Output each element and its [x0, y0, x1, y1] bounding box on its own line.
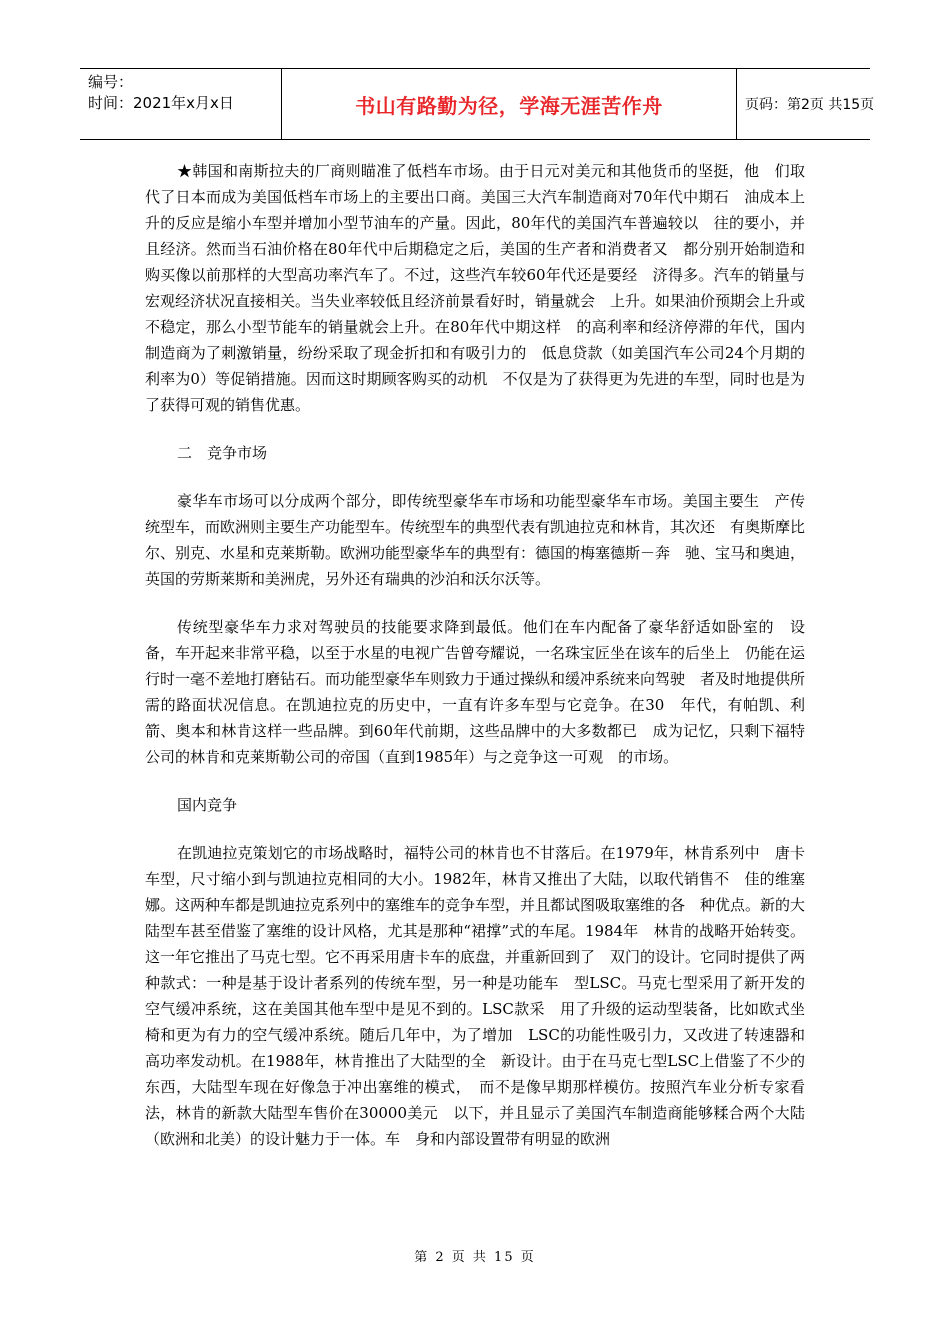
- page-header: [80, 68, 875, 140]
- header-page-label: 页码：第2页 共15页: [745, 97, 875, 113]
- paragraph-lincoln-strategy: 在凯迪拉克策划它的市场战略时，福特公司的林肯也不甘落后。在1979年，林肯系列中 唐卡车型，尺寸缩小到与凯迪拉克相同的大小。1982年，林肯又推出了大陆，以取代销售不 佳的维塞娜。这两种车都是凯迪拉克系列中的塞维车的竞争车型，并且都试图吸取塞维的各 种优点。新的大陆型车甚至借鉴了塞维的设计风格，尤其是那种“裙撑”式的车尾。1984年 林肯的战略开始转变。这一年它推出了马克七型。它不再采用唐卡车的底盘，并重新回到了 双门的设计。它同时提供了两种款式：一种是基于设计者系列的传统车型，另一种是功能车 型LSC。马克七型采用了新开发的空气缓冲系统，这在美国其他车型中是见不到的。LSC款采 用了升级的运动型装备，比如欧式坐椅和更为有力的空气缓冲系统。随后几年中，为了增加 LSC的功能性吸引力，又改进了转速器和高功率发动机。在1988年，林肯推出了大陆型的全 新设计。由于在马克七型LSC上借鉴了不少的东西，大陆型车现在好像急于冲出塞维的模式， 而不是像早期那样模仿。按照汽车业分析专家看法，林肯的新款大陆型车售价在30000美元 以下，并且显示了美国汽车制造商能够糅合两个大陆（欧洲和北美）的设计魅力于一体。车 身和内部设置带有明显的欧洲: [145, 844, 806, 1148]
- section-heading-domestic-competition: 国内竞争: [177, 796, 238, 814]
- section-heading-competitive-market: 二 竞争市场: [177, 444, 268, 462]
- doc-number-label: 编号：: [88, 73, 134, 91]
- page-footer: 第 2 页 共 15 页: [414, 1250, 536, 1265]
- paragraph-luxury-segments: 豪华车市场可以分成两个部分，即传统型豪华车市场和功能型豪华车市场。美国主要生 产传统型车，而欧洲则主要生产功能型车。传统型车的典型代表有凯迪拉克和林肯，其次还 有奥斯摩比尔、别克、水星和克莱斯勒。欧洲功能型豪华车的典型有：德国的梅塞德斯－奔 驰、宝马和奥迪，英国的劳斯莱斯和美洲虎，另外还有瑞典的沙泊和沃尔沃等。: [145, 492, 806, 588]
- document-body: [145, 158, 805, 1152]
- header-meta: [80, 69, 282, 139]
- paragraph-low-end-market: ★韩国和南斯拉夫的厂商则瞄准了低档车市场。由于日元对美元和其他货币的坚挺，他 们取代了日本而成为美国低档车市场上的主要出口商。美国三大汽车制造商对70年代中期石 油成本上升的反应是缩小车型并增加小型节油车的产量。因此，80年代的美国汽车普遍较以 往的要小，并且经济。然而当石油价格在80年代中后期稳定之后，美国的生产者和消费者又 都分别开始制造和购买像以前那样的大型高功率汽车了。不过，这些汽车较60年代还是要经 济得多。汽车的销量与宏观经济状况直接相关。当失业率较低且经济前景看好时，销量就会 上升。如果油价预期会上升或不稳定，那么小型节能车的销量就会上升。在80年代中期这样 的高利率和经济停滞的年代，国内制造商为了刺激销量，纷纷采取了现金折扣和有吸引力的 低息贷款（如美国汽车公司24个月期的利率为0）等促销措施。因而这时期顾客购买的动机 不仅是为了获得更为先进的车型，同时也是为了获得可观的销售优惠。: [145, 162, 806, 414]
- header-motto-cell: [282, 69, 737, 139]
- doc-time-label: 时间：2021年x月x日: [88, 94, 234, 112]
- paragraph-traditional-luxury: 传统型豪华车力求对驾驶员的技能要求降到最低。他们在车内配备了豪华舒适如卧室的 设备，车开起来非常平稳，以至于水星的电视广告曾夸耀说，一名珠宝匠坐在该车的后坐上 仍能在运行时一毫不差地打磨钻石。而功能型豪华车则致力于通过操纵和缓冲系统来向驾驶 者及时地提供所需的路面状况信息。在凯迪拉克的历史中，一直有许多车型与它竞争。在30 年代，有帕凯、利箭、奥本和林肯这样一些品牌。到60年代前期，这些品牌中的大多数都已 成为记忆，只剩下福特公司的林肯和克莱斯勒公司的帝国（直到1985年）与之竞争这一可观 的市场。: [145, 618, 806, 766]
- header-page-cell: [737, 69, 875, 139]
- header-motto: 书山有路勤为径，学海无涯苦作舟: [355, 93, 663, 118]
